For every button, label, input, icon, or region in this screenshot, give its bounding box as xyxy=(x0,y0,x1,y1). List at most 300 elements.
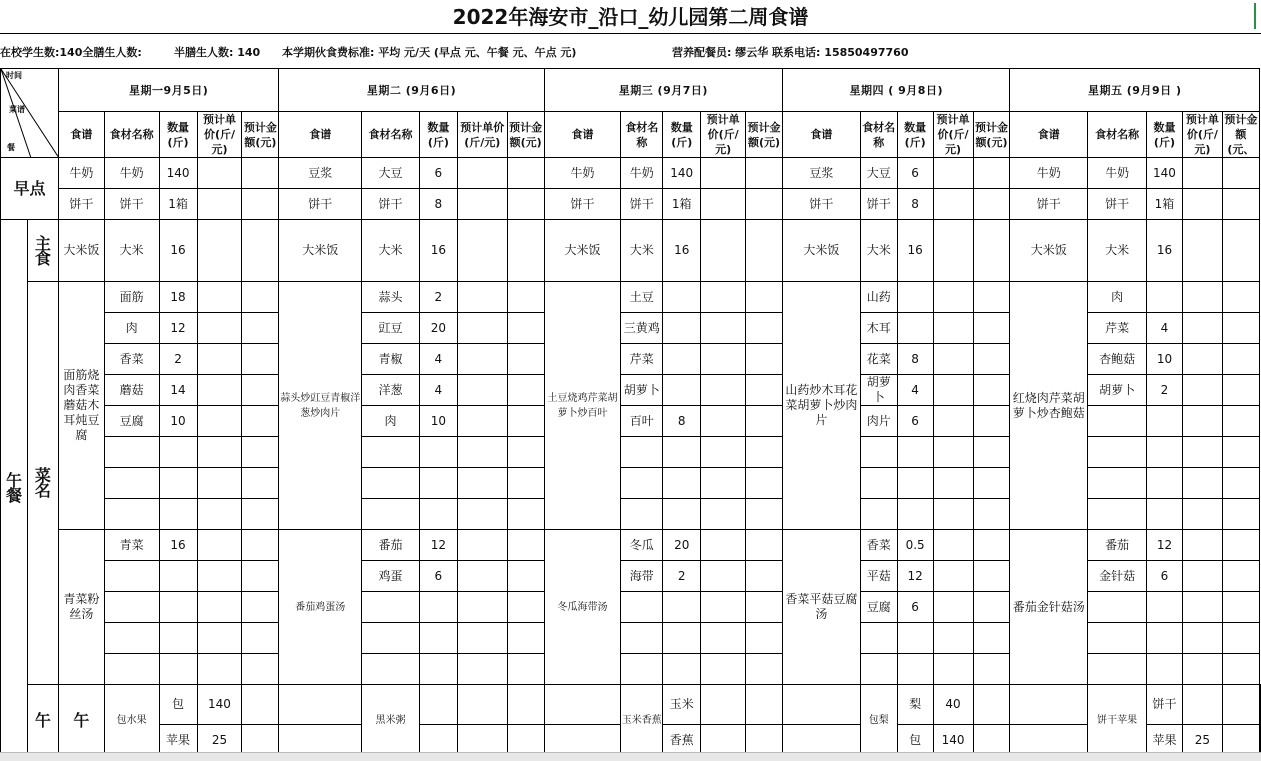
col-amount[interactable]: 预计金额(元) xyxy=(242,112,279,158)
soup-qty[interactable]: 20 xyxy=(663,530,701,561)
soup-qty[interactable] xyxy=(159,592,197,623)
afternoon-ingredient-2[interactable]: 包 xyxy=(897,725,933,756)
price-cell[interactable] xyxy=(457,561,507,592)
staple-dish[interactable]: 大米饭 xyxy=(783,220,861,282)
soup-ingredient[interactable] xyxy=(1088,623,1147,654)
soup-ingredient[interactable] xyxy=(1088,592,1147,623)
amount-cell[interactable] xyxy=(1222,623,1259,654)
main-ingredient[interactable]: 百叶 xyxy=(621,406,663,437)
amount-cell[interactable] xyxy=(507,561,544,592)
amount-cell[interactable] xyxy=(242,158,279,189)
soup-dish-name[interactable]: 冬瓜海带汤 xyxy=(544,530,621,685)
amount-cell[interactable] xyxy=(746,561,783,592)
main-ingredient[interactable] xyxy=(362,437,420,468)
amount-cell[interactable] xyxy=(746,468,783,499)
main-qty[interactable] xyxy=(663,468,701,499)
soup-qty[interactable] xyxy=(1146,592,1182,623)
main-ingredient[interactable]: 肉 xyxy=(104,313,159,344)
afternoon-qty-2[interactable] xyxy=(457,725,507,756)
price-cell[interactable] xyxy=(1222,725,1259,756)
amount-cell[interactable] xyxy=(1222,189,1259,220)
amount-cell[interactable] xyxy=(973,282,1010,313)
main-ingredient[interactable]: 蘑菇 xyxy=(104,375,159,406)
afternoon-qty-2[interactable]: 25 xyxy=(1182,725,1222,756)
amount-cell[interactable] xyxy=(1222,468,1259,499)
price-cell[interactable] xyxy=(701,499,746,530)
price-cell[interactable] xyxy=(701,437,746,468)
staple-qty[interactable]: 16 xyxy=(1146,220,1182,282)
breakfast-ingredient[interactable]: 饼干 xyxy=(860,189,897,220)
price-cell[interactable] xyxy=(1182,592,1222,623)
price-cell[interactable] xyxy=(457,623,507,654)
main-qty[interactable] xyxy=(419,437,457,468)
main-ingredient[interactable]: 芹菜 xyxy=(1088,313,1147,344)
soup-qty[interactable]: 6 xyxy=(1146,561,1182,592)
price-cell[interactable] xyxy=(933,158,973,189)
main-ingredient[interactable] xyxy=(362,468,420,499)
main-qty[interactable]: 12 xyxy=(159,313,197,344)
amount-cell[interactable] xyxy=(973,220,1010,282)
afternoon-qty-2[interactable] xyxy=(701,725,746,756)
price-cell[interactable] xyxy=(701,375,746,406)
meal-lunch[interactable]: 午餐 xyxy=(1,220,28,756)
afternoon-qty[interactable] xyxy=(457,685,507,725)
col-amount[interactable]: 预计金额(元、 xyxy=(1222,112,1259,158)
breakfast-recipe[interactable]: 饼干 xyxy=(783,189,861,220)
price-cell[interactable] xyxy=(1182,313,1222,344)
main-ingredient[interactable] xyxy=(860,437,897,468)
breakfast-recipe[interactable]: 饼干 xyxy=(544,189,621,220)
breakfast-ingredient[interactable]: 饼干 xyxy=(621,189,663,220)
staple-qty[interactable]: 16 xyxy=(419,220,457,282)
amount-cell[interactable] xyxy=(242,654,279,685)
main-qty[interactable]: 8 xyxy=(897,344,933,375)
afternoon-ingredient[interactable] xyxy=(419,685,457,725)
price-cell[interactable] xyxy=(1182,220,1222,282)
breakfast-ingredient[interactable]: 饼干 xyxy=(362,189,420,220)
price-cell[interactable] xyxy=(197,344,242,375)
amount-cell[interactable] xyxy=(1222,158,1259,189)
breakfast-qty[interactable]: 8 xyxy=(897,189,933,220)
price-cell[interactable] xyxy=(457,437,507,468)
main-qty[interactable]: 10 xyxy=(159,406,197,437)
price-cell[interactable] xyxy=(457,468,507,499)
price-cell[interactable] xyxy=(1182,654,1222,685)
soup-ingredient[interactable] xyxy=(860,623,897,654)
soup-qty[interactable] xyxy=(897,623,933,654)
col-price[interactable]: 预计单价(斤/元) xyxy=(933,112,973,158)
price-cell[interactable] xyxy=(457,313,507,344)
amount-cell[interactable] xyxy=(507,375,544,406)
price-cell[interactable] xyxy=(197,468,242,499)
main-qty[interactable] xyxy=(897,437,933,468)
amount-cell[interactable] xyxy=(242,499,279,530)
soup-ingredient[interactable]: 海带 xyxy=(621,561,663,592)
breakfast-ingredient[interactable]: 饼干 xyxy=(104,189,159,220)
staple-dish[interactable]: 大米饭 xyxy=(1010,220,1088,282)
main-ingredient[interactable]: 杏鲍菇 xyxy=(1088,344,1147,375)
col-qty[interactable]: 数量(斤) xyxy=(663,112,701,158)
price-cell[interactable] xyxy=(701,282,746,313)
main-qty[interactable]: 4 xyxy=(1146,313,1182,344)
staple-dish[interactable]: 大米饭 xyxy=(279,220,362,282)
soup-ingredient[interactable]: 鸡蛋 xyxy=(362,561,420,592)
price-cell[interactable] xyxy=(933,406,973,437)
amount-cell[interactable] xyxy=(973,623,1010,654)
amount-cell[interactable] xyxy=(973,313,1010,344)
price-cell[interactable] xyxy=(933,530,973,561)
main-qty[interactable] xyxy=(663,282,701,313)
main-qty[interactable]: 4 xyxy=(419,375,457,406)
amount-cell[interactable] xyxy=(1222,654,1259,685)
staple-ingredient[interactable]: 大米 xyxy=(1088,220,1147,282)
soup-dish-name[interactable]: 青菜粉丝汤 xyxy=(58,530,104,685)
main-ingredient[interactable]: 青椒 xyxy=(362,344,420,375)
price-cell[interactable] xyxy=(701,344,746,375)
col-ingredient[interactable]: 食材名称 xyxy=(621,112,663,158)
col-recipe[interactable]: 食谱 xyxy=(279,112,362,158)
col-recipe[interactable]: 食谱 xyxy=(58,112,104,158)
col-ingredient[interactable]: 食材名称 xyxy=(860,112,897,158)
main-ingredient[interactable] xyxy=(104,437,159,468)
price-cell[interactable] xyxy=(1182,282,1222,313)
main-ingredient[interactable]: 木耳 xyxy=(860,313,897,344)
price-cell[interactable] xyxy=(701,220,746,282)
soup-qty[interactable]: 2 xyxy=(663,561,701,592)
amount-cell[interactable] xyxy=(973,530,1010,561)
main-qty[interactable] xyxy=(897,468,933,499)
amount-cell[interactable] xyxy=(746,313,783,344)
amount-cell[interactable] xyxy=(544,725,621,756)
main-qty[interactable] xyxy=(663,499,701,530)
price-cell[interactable] xyxy=(933,468,973,499)
soup-qty[interactable]: 12 xyxy=(897,561,933,592)
price-cell[interactable] xyxy=(933,220,973,282)
soup-qty[interactable] xyxy=(159,623,197,654)
col-amount[interactable]: 预计金额(元) xyxy=(507,112,544,158)
amount-cell[interactable] xyxy=(544,685,621,725)
amount-cell[interactable] xyxy=(507,499,544,530)
soup-ingredient[interactable] xyxy=(362,623,420,654)
price-cell[interactable] xyxy=(457,530,507,561)
main-dish-name[interactable]: 面筋烧肉香菜蘑菇木耳炖豆腐 xyxy=(58,282,104,530)
main-ingredient[interactable] xyxy=(1088,437,1147,468)
amount-cell[interactable] xyxy=(746,654,783,685)
afternoon-dish[interactable]: 包梨 xyxy=(860,685,897,756)
soup-ingredient[interactable] xyxy=(104,592,159,623)
soup-ingredient[interactable]: 香菜 xyxy=(860,530,897,561)
breakfast-ingredient[interactable]: 牛奶 xyxy=(621,158,663,189)
soup-ingredient[interactable] xyxy=(104,561,159,592)
staple-qty[interactable]: 16 xyxy=(663,220,701,282)
soup-ingredient[interactable] xyxy=(104,623,159,654)
amount-cell[interactable] xyxy=(973,499,1010,530)
col-recipe[interactable]: 食谱 xyxy=(544,112,621,158)
main-ingredient[interactable] xyxy=(104,499,159,530)
price-cell[interactable] xyxy=(746,725,783,756)
price-cell[interactable] xyxy=(507,725,544,756)
main-dish-name[interactable]: 土豆烧鸡芹菜胡萝卜炒百叶 xyxy=(544,282,621,530)
amount-cell[interactable] xyxy=(746,437,783,468)
amount-cell[interactable] xyxy=(973,561,1010,592)
amount-cell[interactable] xyxy=(507,282,544,313)
main-ingredient[interactable]: 花菜 xyxy=(860,344,897,375)
breakfast-recipe[interactable]: 豆浆 xyxy=(783,158,861,189)
main-qty[interactable]: 10 xyxy=(1146,344,1182,375)
amount-cell[interactable] xyxy=(279,685,362,725)
afternoon-qty[interactable]: 40 xyxy=(933,685,973,725)
amount-cell[interactable] xyxy=(746,406,783,437)
staple-ingredient[interactable]: 大米 xyxy=(621,220,663,282)
soup-qty[interactable] xyxy=(419,592,457,623)
amount-cell[interactable] xyxy=(746,158,783,189)
afternoon-ingredient[interactable]: 梨 xyxy=(897,685,933,725)
afternoon-ingredient-2[interactable] xyxy=(419,725,457,756)
amount-cell[interactable] xyxy=(507,220,544,282)
col-ingredient[interactable]: 食材名称 xyxy=(104,112,159,158)
soup-dish-name[interactable]: 香菜平菇豆腐汤 xyxy=(783,530,861,685)
soup-ingredient[interactable] xyxy=(1088,654,1147,685)
col-ingredient[interactable]: 食材名称 xyxy=(1088,112,1147,158)
price-cell[interactable] xyxy=(242,725,279,756)
breakfast-recipe[interactable]: 饼干 xyxy=(58,189,104,220)
price-cell[interactable] xyxy=(457,654,507,685)
amount-cell[interactable] xyxy=(1222,592,1259,623)
amount-cell[interactable] xyxy=(242,592,279,623)
amount-cell[interactable] xyxy=(507,623,544,654)
afternoon-dish[interactable]: 玉米香蕉 xyxy=(621,685,663,756)
main-qty[interactable] xyxy=(1146,282,1182,313)
price-cell[interactable] xyxy=(197,375,242,406)
amount-cell[interactable] xyxy=(507,592,544,623)
main-qty[interactable] xyxy=(1146,437,1182,468)
soup-ingredient[interactable]: 豆腐 xyxy=(860,592,897,623)
main-ingredient[interactable] xyxy=(621,437,663,468)
col-price[interactable]: 预计单价(斤/元) xyxy=(1182,112,1222,158)
amount-cell[interactable] xyxy=(507,313,544,344)
breakfast-qty[interactable]: 1箱 xyxy=(663,189,701,220)
amount-cell[interactable] xyxy=(1260,685,1261,725)
main-ingredient[interactable]: 山药 xyxy=(860,282,897,313)
soup-ingredient[interactable] xyxy=(104,654,159,685)
col-qty[interactable]: 数量(斤) xyxy=(419,112,457,158)
soup-ingredient[interactable]: 番茄 xyxy=(362,530,420,561)
price-cell[interactable] xyxy=(701,530,746,561)
col-qty[interactable]: 数量(斤) xyxy=(897,112,933,158)
soup-qty[interactable] xyxy=(159,654,197,685)
price-cell[interactable] xyxy=(933,344,973,375)
soup-ingredient[interactable]: 冬瓜 xyxy=(621,530,663,561)
main-ingredient[interactable] xyxy=(621,468,663,499)
price-cell[interactable] xyxy=(933,499,973,530)
price-cell[interactable] xyxy=(701,313,746,344)
price-cell[interactable] xyxy=(197,158,242,189)
amount-cell[interactable] xyxy=(242,437,279,468)
soup-qty[interactable]: 16 xyxy=(159,530,197,561)
price-cell[interactable] xyxy=(197,406,242,437)
price-cell[interactable] xyxy=(457,158,507,189)
day-header-4[interactable]: 星期四 ( 9月8日) xyxy=(783,69,1010,112)
amount-cell[interactable] xyxy=(242,561,279,592)
main-ingredient[interactable]: 芹菜 xyxy=(621,344,663,375)
main-qty[interactable]: 10 xyxy=(419,406,457,437)
amount-cell[interactable] xyxy=(973,344,1010,375)
main-qty[interactable] xyxy=(1146,406,1182,437)
breakfast-qty[interactable]: 6 xyxy=(897,158,933,189)
main-qty[interactable] xyxy=(897,282,933,313)
amount-cell[interactable] xyxy=(1222,499,1259,530)
afternoon-ingredient[interactable]: 包 xyxy=(159,685,197,725)
amount-cell[interactable] xyxy=(1222,282,1259,313)
price-cell[interactable] xyxy=(242,685,279,725)
afternoon-ingredient-2[interactable]: 苹果 xyxy=(1146,725,1182,756)
amount-cell[interactable] xyxy=(746,623,783,654)
main-qty[interactable] xyxy=(897,499,933,530)
soup-ingredient[interactable] xyxy=(621,623,663,654)
amount-cell[interactable] xyxy=(1010,685,1088,725)
main-ingredient[interactable]: 香菜 xyxy=(104,344,159,375)
price-cell[interactable] xyxy=(1182,158,1222,189)
amount-cell[interactable] xyxy=(1222,561,1259,592)
main-ingredient[interactable]: 胡萝卜 xyxy=(1088,375,1147,406)
main-qty[interactable]: 4 xyxy=(897,375,933,406)
afternoon-qty-2[interactable]: 140 xyxy=(933,725,973,756)
soup-qty[interactable] xyxy=(1146,654,1182,685)
col-ingredient[interactable]: 食材名称 xyxy=(362,112,420,158)
price-cell[interactable] xyxy=(457,406,507,437)
amount-cell[interactable] xyxy=(242,375,279,406)
main-qty[interactable]: 6 xyxy=(897,406,933,437)
price-cell[interactable] xyxy=(457,282,507,313)
col-recipe[interactable]: 食谱 xyxy=(1010,112,1088,158)
amount-cell[interactable] xyxy=(242,220,279,282)
main-qty[interactable] xyxy=(419,468,457,499)
breakfast-qty[interactable]: 140 xyxy=(663,158,701,189)
main-qty[interactable]: 2 xyxy=(419,282,457,313)
main-qty[interactable]: 2 xyxy=(159,344,197,375)
meal-afternoon-sub[interactable]: 午 xyxy=(58,685,104,756)
soup-qty[interactable] xyxy=(159,561,197,592)
amount-cell[interactable] xyxy=(242,313,279,344)
price-cell[interactable] xyxy=(197,499,242,530)
amount-cell[interactable] xyxy=(507,437,544,468)
price-cell[interactable] xyxy=(1182,344,1222,375)
afternoon-qty[interactable] xyxy=(701,685,746,725)
col-price[interactable]: 预计单价(斤/元) xyxy=(457,112,507,158)
main-dish-name[interactable]: 蒜头炒豇豆青椒洋葱炒肉片 xyxy=(279,282,362,530)
staple-qty[interactable]: 16 xyxy=(159,220,197,282)
price-cell[interactable] xyxy=(933,189,973,220)
breakfast-ingredient[interactable]: 大豆 xyxy=(362,158,420,189)
afternoon-qty-2[interactable]: 25 xyxy=(197,725,242,756)
main-ingredient[interactable]: 肉 xyxy=(362,406,420,437)
price-cell[interactable] xyxy=(457,592,507,623)
main-qty[interactable] xyxy=(663,437,701,468)
main-ingredient[interactable]: 豆腐 xyxy=(104,406,159,437)
amount-cell[interactable] xyxy=(507,189,544,220)
afternoon-qty[interactable] xyxy=(1182,685,1222,725)
main-qty[interactable]: 18 xyxy=(159,282,197,313)
price-cell[interactable] xyxy=(507,685,544,725)
main-ingredient[interactable] xyxy=(1088,406,1147,437)
main-qty[interactable] xyxy=(159,499,197,530)
staple-dish[interactable]: 大米饭 xyxy=(544,220,621,282)
soup-qty[interactable] xyxy=(419,623,457,654)
price-cell[interactable] xyxy=(197,530,242,561)
price-cell[interactable] xyxy=(197,313,242,344)
amount-cell[interactable] xyxy=(1222,220,1259,282)
col-amount[interactable]: 预计金额(元) xyxy=(973,112,1010,158)
main-qty[interactable] xyxy=(419,499,457,530)
main-ingredient[interactable]: 豇豆 xyxy=(362,313,420,344)
soup-ingredient[interactable] xyxy=(362,654,420,685)
main-qty[interactable] xyxy=(1146,499,1182,530)
amount-cell[interactable] xyxy=(783,725,861,756)
price-cell[interactable] xyxy=(1182,437,1222,468)
price-cell[interactable] xyxy=(933,282,973,313)
price-cell[interactable] xyxy=(197,623,242,654)
cat-staple[interactable]: 主食 xyxy=(27,220,58,282)
price-cell[interactable] xyxy=(746,685,783,725)
amount-cell[interactable] xyxy=(746,220,783,282)
breakfast-recipe[interactable]: 牛奶 xyxy=(1010,158,1088,189)
amount-cell[interactable] xyxy=(279,725,362,756)
amount-cell[interactable] xyxy=(242,282,279,313)
price-cell[interactable] xyxy=(701,592,746,623)
price-cell[interactable] xyxy=(197,282,242,313)
main-ingredient[interactable] xyxy=(860,468,897,499)
soup-qty[interactable] xyxy=(419,654,457,685)
staple-ingredient[interactable]: 大米 xyxy=(860,220,897,282)
main-ingredient[interactable] xyxy=(621,499,663,530)
price-cell[interactable] xyxy=(457,375,507,406)
breakfast-ingredient[interactable]: 牛奶 xyxy=(1088,158,1147,189)
main-ingredient[interactable] xyxy=(1088,468,1147,499)
main-ingredient[interactable]: 肉片 xyxy=(860,406,897,437)
col-recipe[interactable]: 食谱 xyxy=(783,112,861,158)
amount-cell[interactable] xyxy=(973,437,1010,468)
price-cell[interactable] xyxy=(933,561,973,592)
breakfast-qty[interactable]: 140 xyxy=(1146,158,1182,189)
amount-cell[interactable] xyxy=(973,592,1010,623)
main-qty[interactable] xyxy=(897,313,933,344)
amount-cell[interactable] xyxy=(1222,375,1259,406)
price-cell[interactable] xyxy=(701,468,746,499)
price-cell[interactable] xyxy=(1182,499,1222,530)
amount-cell[interactable] xyxy=(507,158,544,189)
breakfast-recipe[interactable]: 牛奶 xyxy=(58,158,104,189)
day-header-2[interactable]: 星期二 (9月6日) xyxy=(279,69,544,112)
main-qty[interactable] xyxy=(663,313,701,344)
soup-ingredient[interactable] xyxy=(860,654,897,685)
amount-cell[interactable] xyxy=(973,654,1010,685)
amount-cell[interactable] xyxy=(1010,725,1088,756)
main-ingredient[interactable] xyxy=(860,499,897,530)
afternoon-ingredient-2[interactable]: 香蕉 xyxy=(663,725,701,756)
soup-qty[interactable]: 6 xyxy=(897,592,933,623)
price-cell[interactable] xyxy=(457,189,507,220)
price-cell[interactable] xyxy=(1182,561,1222,592)
main-qty[interactable]: 14 xyxy=(159,375,197,406)
price-cell[interactable] xyxy=(457,499,507,530)
price-cell[interactable] xyxy=(197,654,242,685)
amount-cell[interactable] xyxy=(1222,437,1259,468)
price-cell[interactable] xyxy=(197,220,242,282)
amount-cell[interactable] xyxy=(507,468,544,499)
amount-cell[interactable] xyxy=(242,406,279,437)
price-cell[interactable] xyxy=(933,623,973,654)
price-cell[interactable] xyxy=(701,561,746,592)
